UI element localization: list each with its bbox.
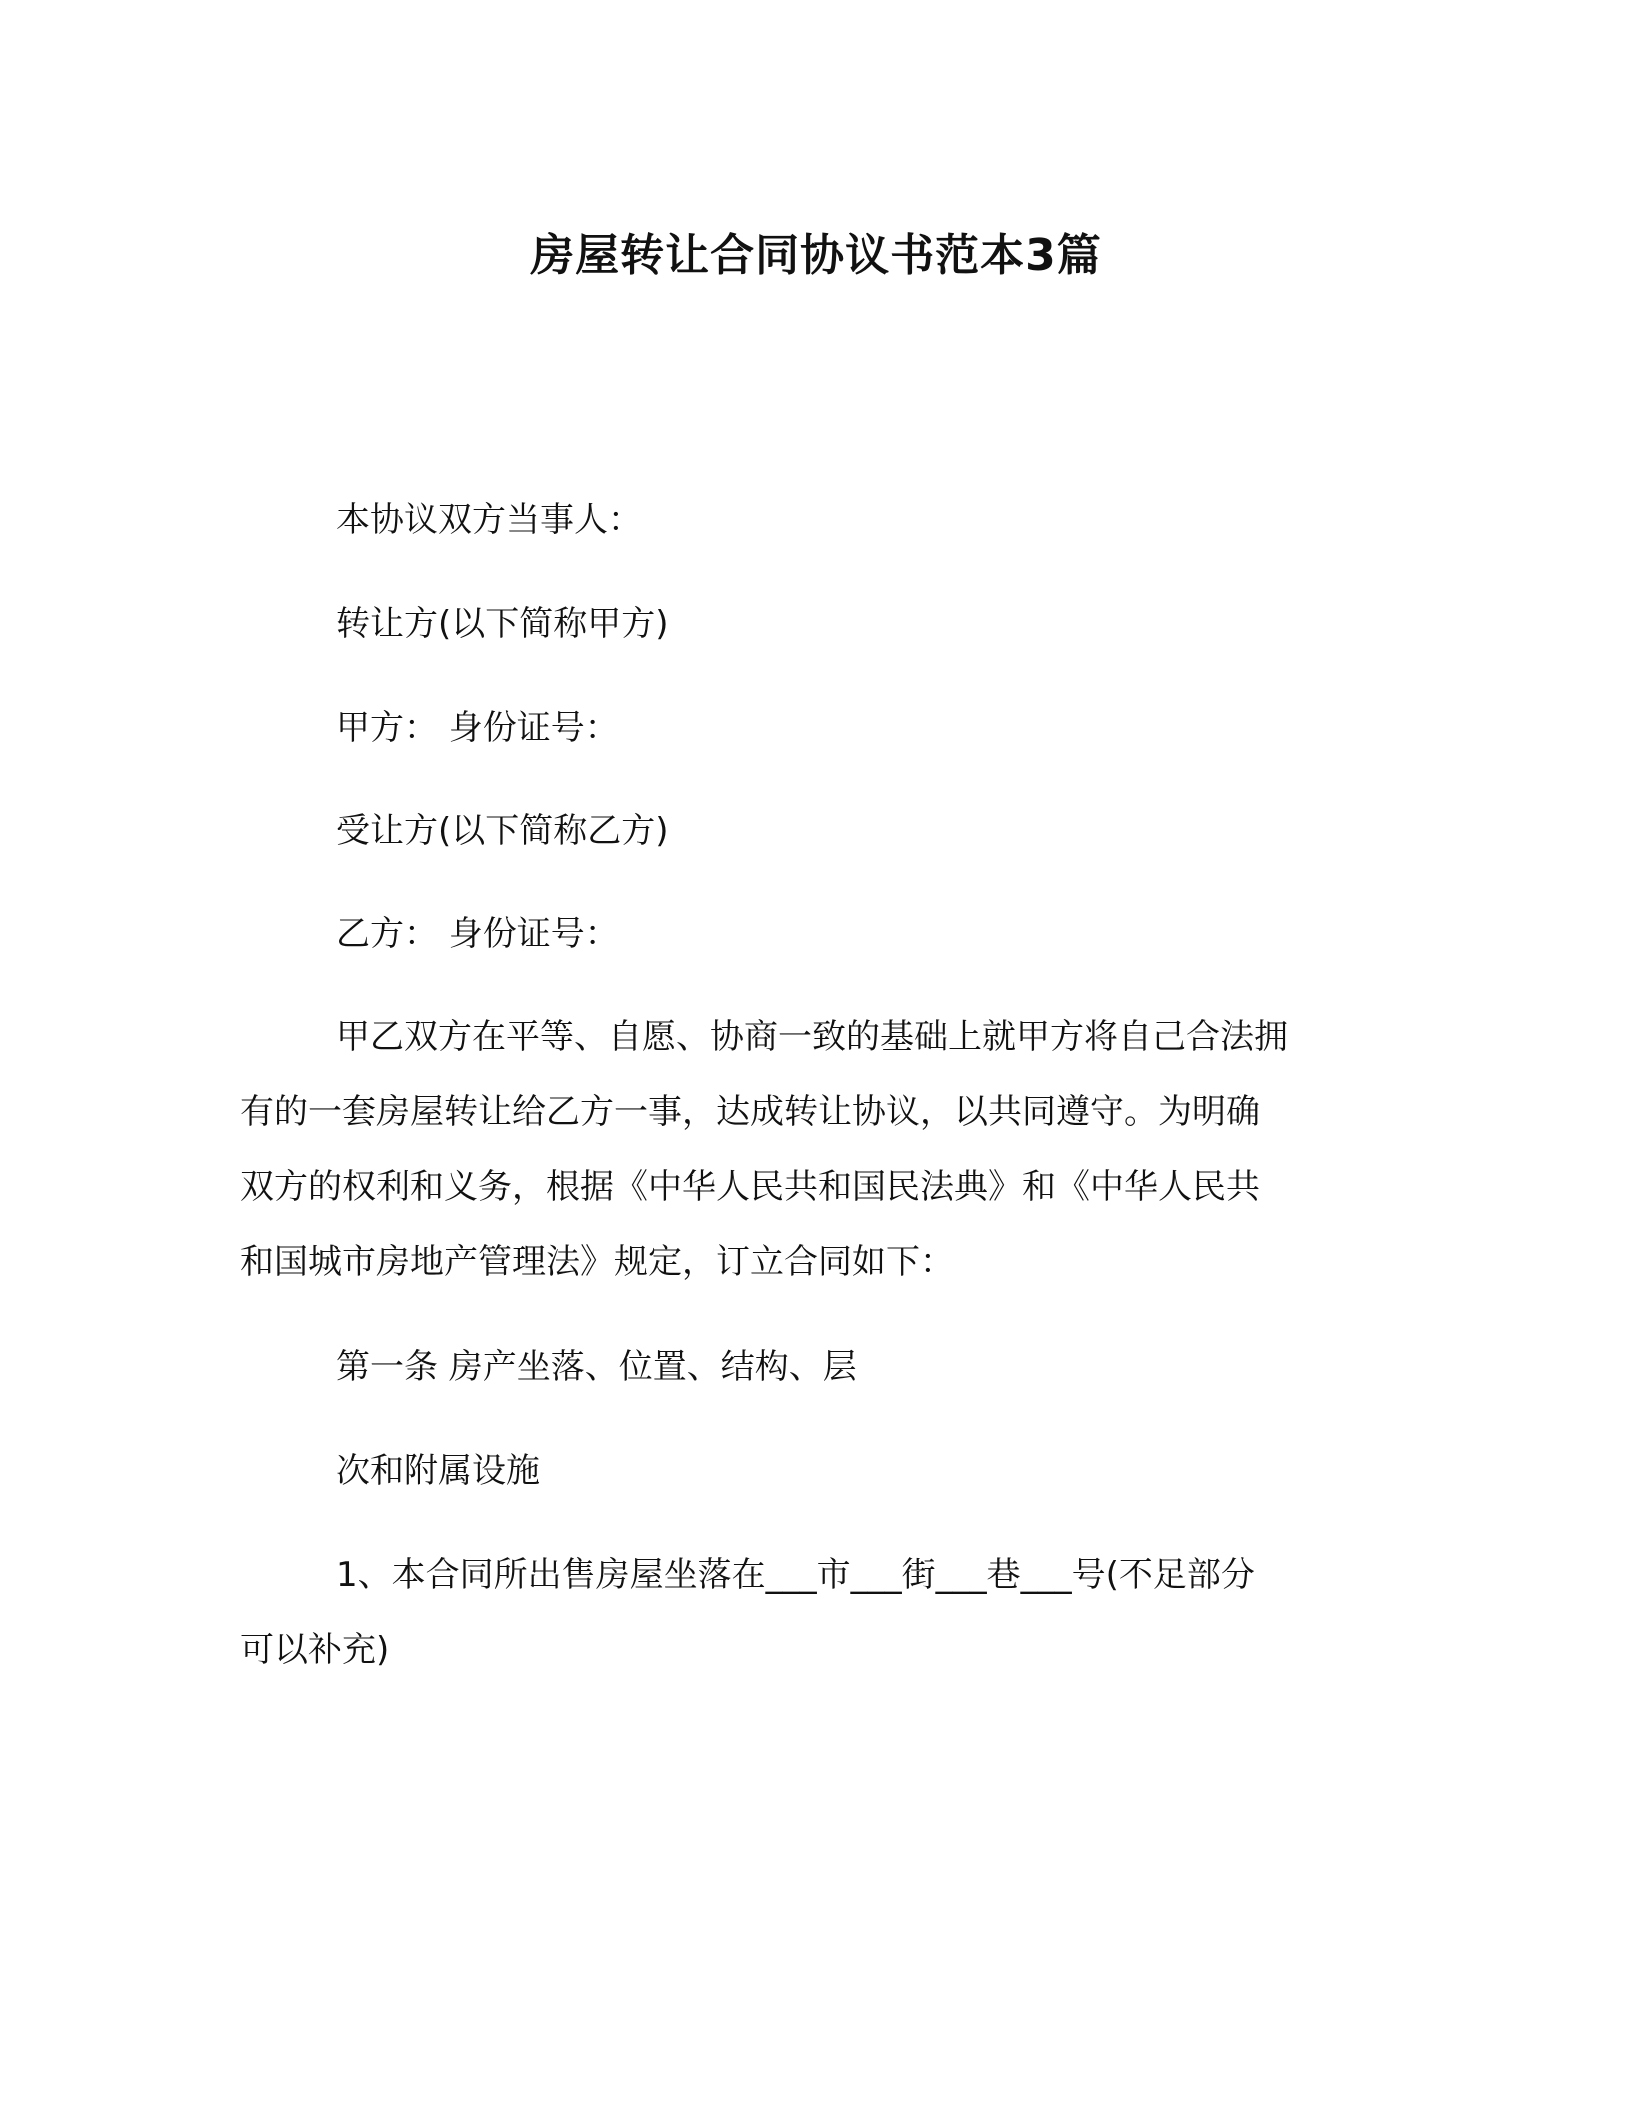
transferor-label: 转让方(以下简称甲方) <box>336 604 669 644</box>
article-one-heading: 第一条 房产坐落、位置、结构、层 <box>336 1347 857 1387</box>
property-location-line-1: 1、本合同所出售房屋坐落在___市___街___巷___号(不足部分 <box>336 1555 1255 1595</box>
party-b-id-line: 乙方： 身份证号： <box>336 914 619 954</box>
agreement-paragraph-line-2: 有的一套房屋转让给乙方一事，达成转让协议，以共同遵守。为明确 <box>240 1092 1260 1132</box>
party-a-id-line: 甲方： 身份证号： <box>336 708 619 748</box>
document-title: 房屋转让合同协议书范本3篇 <box>530 230 1102 281</box>
article-one-subheading: 次和附属设施 <box>336 1451 540 1491</box>
property-location-line-2: 可以补充) <box>240 1630 390 1670</box>
parties-intro: 本协议双方当事人： <box>336 500 642 540</box>
agreement-paragraph-line-1: 甲乙双方在平等、自愿、协商一致的基础上就甲方将自己合法拥 <box>336 1017 1288 1057</box>
agreement-paragraph-line-3: 双方的权利和义务，根据《中华人民共和国民法典》和《中华人民共 <box>240 1167 1260 1207</box>
transferee-label: 受让方(以下简称乙方) <box>336 811 669 851</box>
agreement-paragraph-line-4: 和国城市房地产管理法》规定，订立合同如下： <box>240 1242 954 1282</box>
